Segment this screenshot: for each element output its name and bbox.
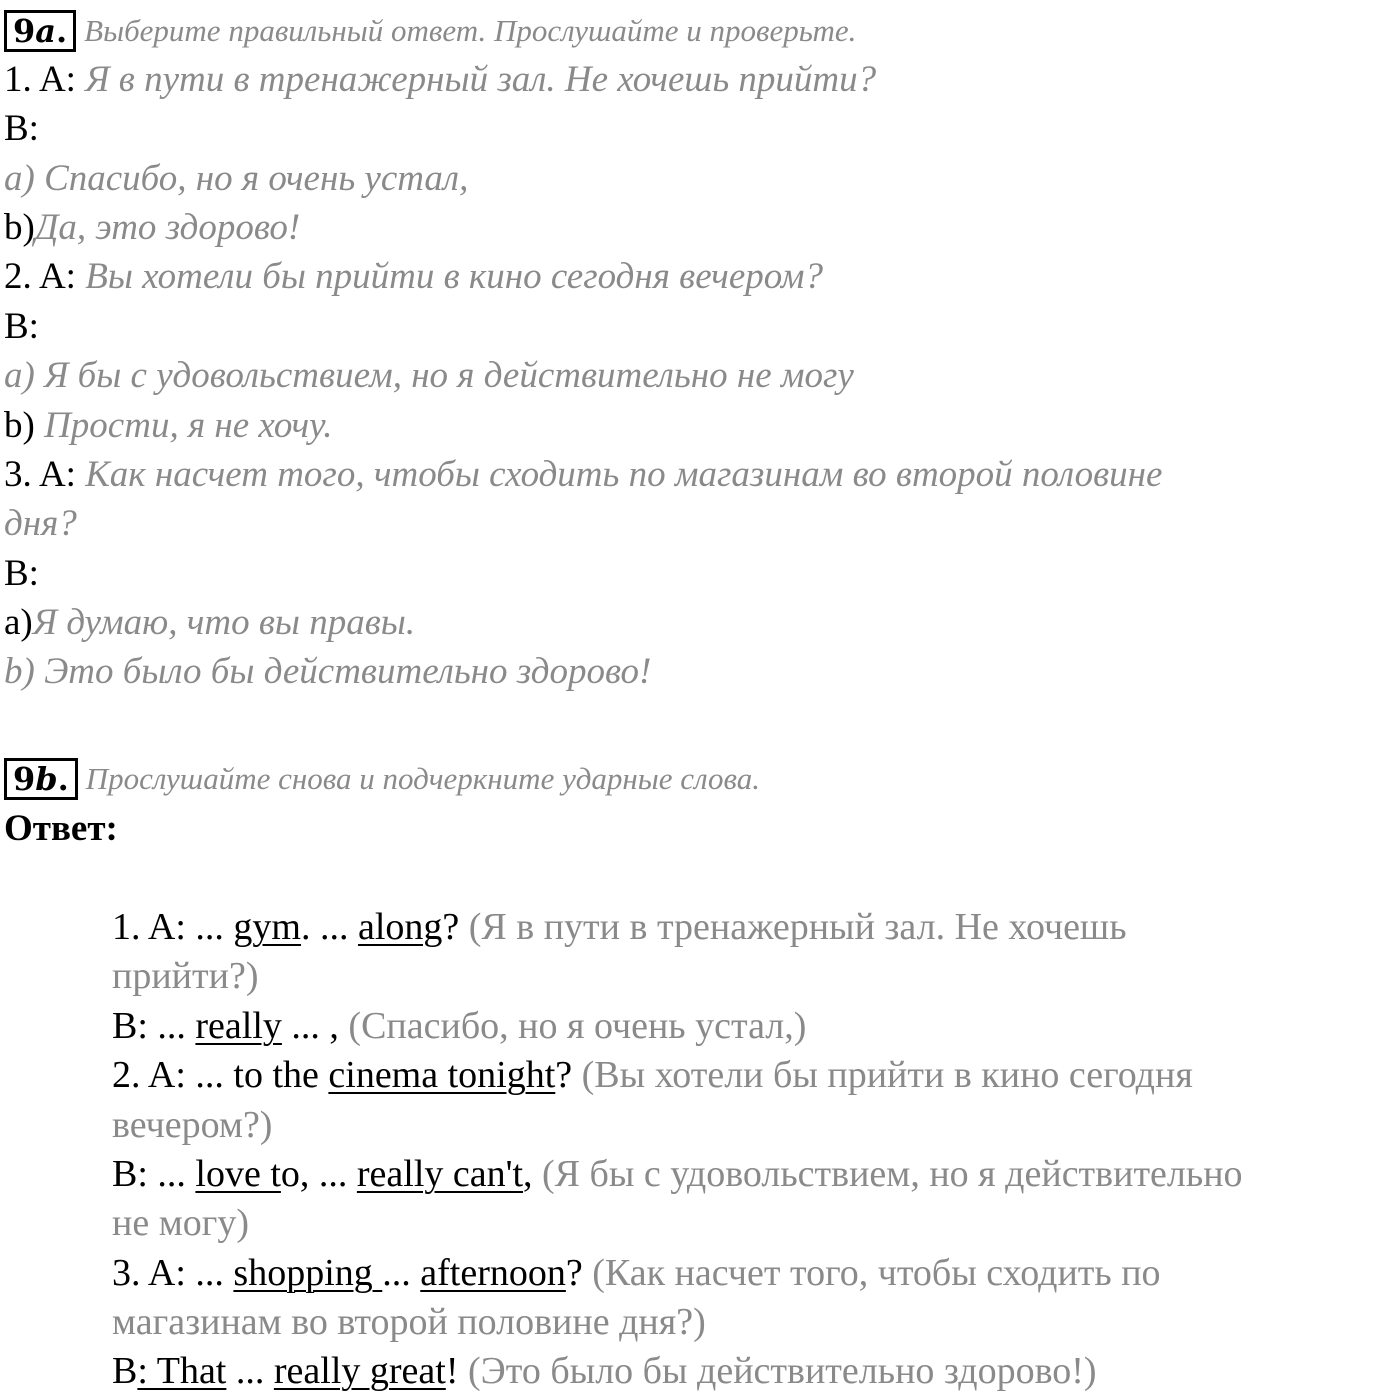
stressed-word: along <box>357 906 443 948</box>
option-text: Я бы с удовольствием, но я действительно не могу <box>44 355 854 396</box>
dialogue-1-option-a <box>4 154 468 203</box>
dialogue-3-question-cont: дня? <box>4 503 77 544</box>
translation-text: (Я в пути в тренажерный зал. Не хочешь <box>468 906 1127 948</box>
question-text: Вы хотели бы прийти в кино сегодня вечером? <box>85 256 823 297</box>
answer-text: 2. A: ... to the <box>112 1054 329 1096</box>
answer-label: Ответ: <box>4 808 118 849</box>
dialogue-3-b-label: B: <box>4 553 39 594</box>
answer-line-4 <box>112 1051 1193 1100</box>
option-text: Это было бы действительно здорово! <box>44 651 652 692</box>
speaker-label: 3. A: <box>4 454 76 495</box>
answer-text: B: ... <box>112 1153 196 1195</box>
dialogue-2-option-b <box>4 401 332 450</box>
speaker-label: 2. A: <box>4 256 76 297</box>
task-number: 9 <box>13 760 36 798</box>
dialogue-1-b-label: B: <box>4 108 39 149</box>
stressed-word: love t <box>195 1153 281 1195</box>
task-9a-instruction: Выберите правильный ответ. Прослушайте и проверьте. <box>84 13 857 48</box>
option-text: Прости, я не хочу. <box>44 405 333 446</box>
answer-text: ? <box>565 1252 583 1294</box>
answer-line-1 <box>112 903 1127 952</box>
translation-text: (Как насчет того, чтобы сходить по <box>592 1252 1161 1294</box>
translation-text: (Спасибо, но я очень устал,) <box>348 1005 807 1047</box>
dialogue-3-question <box>4 450 1162 499</box>
dialogue-2-question <box>4 252 823 301</box>
option-text: Спасибо, но я очень устал, <box>44 158 469 199</box>
answer-text: B <box>112 1350 138 1392</box>
translation-text: (Вы хотели бы прийти в кино сегодня <box>581 1054 1193 1096</box>
answer-text: ! <box>445 1350 459 1392</box>
answer-line-7: не могу) <box>112 1202 249 1244</box>
stressed-word: really great <box>273 1350 446 1392</box>
answer-text: 1. A: ... <box>112 906 234 948</box>
task-9b-number-box: 9 b . <box>4 758 78 800</box>
task-letter: b <box>35 760 58 798</box>
dialogue-2-option-a <box>4 351 854 400</box>
answer-line-5: вечером?) <box>112 1104 273 1146</box>
task-number: 9 <box>13 12 36 50</box>
speaker-label: 1. A: <box>4 59 76 100</box>
translation-text: (Я бы с удовольствием, но я действительно <box>542 1153 1243 1195</box>
answer-text: ? <box>442 906 460 948</box>
stressed-word: really <box>195 1005 282 1047</box>
stressed-word: afternoon <box>420 1252 566 1294</box>
answer-line-8 <box>112 1249 1161 1298</box>
answer-text: B: ... <box>112 1005 196 1047</box>
dialogue-1-question <box>4 55 876 104</box>
option-label: b) <box>4 651 35 692</box>
translation-text: (Это было бы действительно здорово!) <box>467 1350 1097 1392</box>
dialogue-1-option-b <box>4 203 300 252</box>
answer-text: ... , <box>281 1005 339 1047</box>
option-label: a) <box>4 602 33 643</box>
question-text: Как насчет того, чтобы сходить по магазинам во второй половине <box>85 454 1163 495</box>
answer-text: o, ... <box>280 1153 357 1195</box>
answer-line-3 <box>112 1002 806 1051</box>
answer-text: ... <box>226 1350 274 1392</box>
answer-text: , <box>523 1153 533 1195</box>
stressed-word: cinema tonight <box>328 1054 556 1096</box>
option-label: a) <box>4 355 35 396</box>
answer-text: 3. A: ... <box>112 1252 234 1294</box>
stressed-word: gym <box>233 906 301 948</box>
answer-line-6 <box>112 1150 1243 1199</box>
option-label: b) <box>4 405 35 446</box>
dialogue-3-option-a <box>4 598 415 647</box>
task-letter: a <box>35 12 56 50</box>
task-9a-header <box>4 10 856 52</box>
answer-text: . ... <box>300 906 358 948</box>
stressed-word: shopping <box>233 1252 383 1294</box>
answer-text: ... <box>382 1252 421 1294</box>
stressed-word: : That <box>137 1350 227 1392</box>
answer-line-9: магазинам во второй половине дня?) <box>112 1301 706 1343</box>
option-label: a) <box>4 158 35 199</box>
task-9b-header <box>4 758 760 800</box>
task-9b-instruction: Прослушайте снова и подчеркните ударные слова. <box>85 761 760 796</box>
answer-text: ? <box>555 1054 573 1096</box>
task-9a-number-box: 9 a . <box>4 10 76 52</box>
option-text: Да, это здорово! <box>34 207 301 248</box>
dialogue-2-b-label: B: <box>4 306 39 347</box>
question-text: Я в пути в тренажерный зал. Не хочешь прийти? <box>85 59 877 100</box>
option-text: Я думаю, что вы правы. <box>32 602 416 643</box>
answer-line-2: прийти?) <box>112 955 259 997</box>
stressed-word: really can't <box>356 1153 524 1195</box>
option-label: b) <box>4 207 35 248</box>
answer-line-10 <box>112 1347 1097 1396</box>
dialogue-3-option-b <box>4 647 651 696</box>
